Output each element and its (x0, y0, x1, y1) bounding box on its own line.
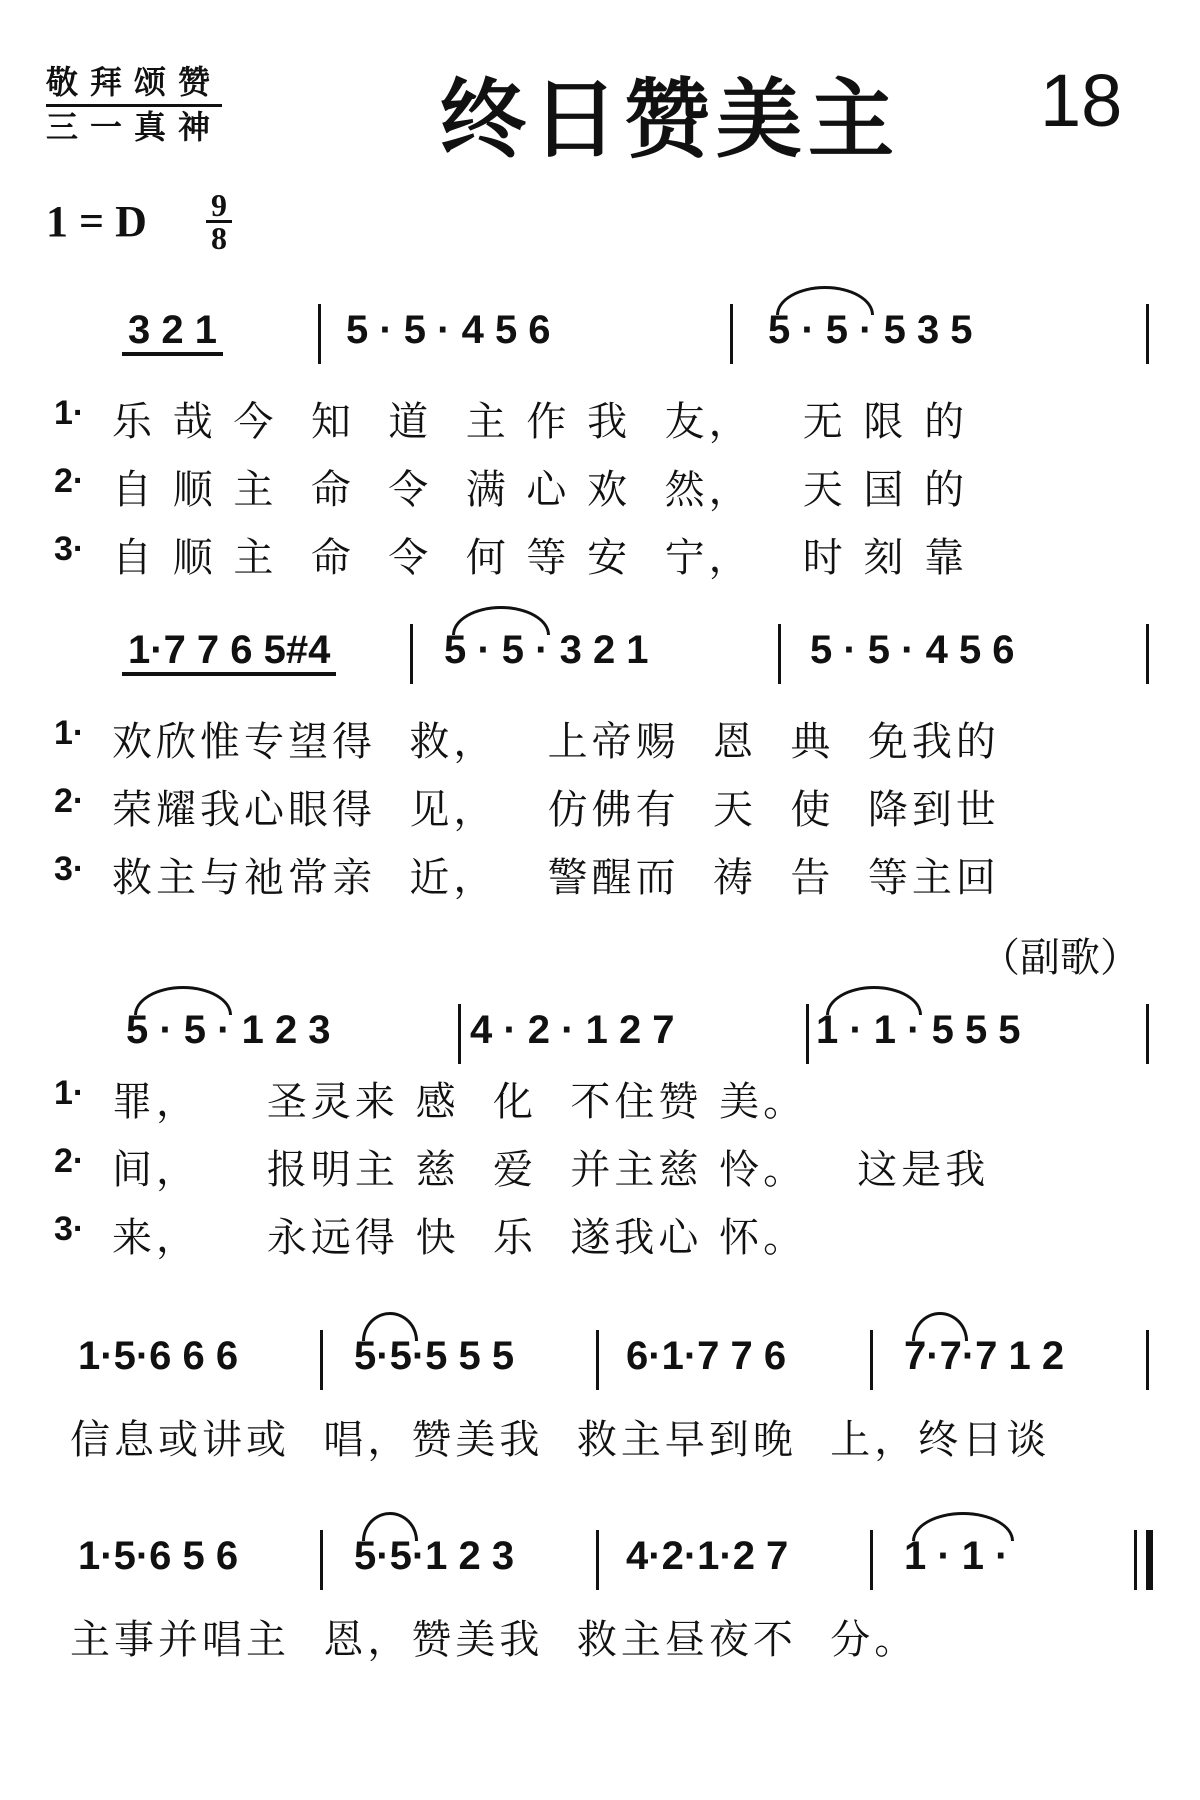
lyric-line (0, 1138, 1200, 1198)
verse-number: 3· (54, 1210, 85, 1248)
barline (1146, 1004, 1149, 1064)
hymn-title: 终日赞美主 (440, 70, 900, 170)
notes-row (0, 620, 1200, 690)
barline (778, 624, 781, 684)
measure-4-notes: 7·7·7 1 2 (904, 1334, 1065, 1378)
lyric-line (0, 458, 1200, 518)
measure-2-notes: 5·5·1 2 3 (354, 1534, 515, 1578)
barline (320, 1330, 323, 1390)
verse-number: 1· (54, 394, 85, 432)
lyric-line (0, 1408, 1200, 1468)
verse-number: 2· (54, 1142, 85, 1180)
lyric-line (0, 526, 1200, 586)
meter-bottom: 8 (211, 220, 227, 256)
notes-row (0, 300, 1200, 370)
barline (596, 1330, 599, 1390)
barline (1146, 304, 1149, 364)
lyric-text: 自 顺 主 命 令 何 等 安 宁， 时 刻 靠 (112, 535, 969, 581)
verse-number: 2· (54, 462, 85, 500)
lyric-text: 乐 哉 今 知 道 主 作 我 友， 无 限 的 (112, 399, 969, 445)
measure-1-notes: 3 2 1 (122, 308, 223, 356)
barline (318, 304, 321, 364)
lyric-text: 信息或讲或 唱，赞美我 救主早到晚 上，终日谈 (70, 1417, 1051, 1463)
verse-number: 1· (54, 714, 85, 752)
lyric-line (0, 778, 1200, 838)
barline (458, 1004, 461, 1064)
lyric-text: 来， 永远得 快 乐 遂我心 怀。 (112, 1215, 808, 1261)
verse-number: 3· (54, 530, 85, 568)
time-signature (206, 187, 232, 256)
collection-label (46, 62, 222, 147)
meter-top: 9 (206, 190, 232, 223)
barline (730, 304, 733, 364)
barline (806, 1004, 809, 1064)
measure-2-notes: 5·5·5 5 5 (354, 1334, 515, 1378)
barline (1146, 1330, 1149, 1390)
measure-3-notes: 6·1·7 7 6 (626, 1334, 787, 1378)
key-signature: 1 = D (46, 197, 147, 246)
barline (870, 1530, 873, 1590)
lyric-text: 间， 报明主 慈 爱 并主慈 怜。 这是我 (112, 1147, 990, 1193)
notes-row (0, 1326, 1200, 1396)
measure-1-notes: 1·5·6 5 6 (78, 1534, 239, 1578)
notes-row (0, 1526, 1200, 1596)
measure-3-notes: 5 · 5 · 5 3 5 (768, 308, 973, 352)
measure-2-notes: 5 · 5 · 3 2 1 (444, 628, 649, 672)
measure-1-notes: 1·5·6 6 6 (78, 1334, 239, 1378)
collection-label-line1: 敬拜颂赞 (46, 62, 222, 107)
lyric-line (0, 1206, 1200, 1266)
notes-row (0, 1000, 1200, 1070)
lyric-line (0, 1608, 1200, 1668)
measure-1-notes: 1·7 7 6 5#4 (122, 628, 336, 676)
lyric-line (0, 710, 1200, 770)
lyric-line (0, 390, 1200, 450)
barline (870, 1330, 873, 1390)
measure-3-notes: 4·2·1·2 7 (626, 1534, 789, 1578)
verse-number: 1· (54, 1074, 85, 1112)
lyric-line (0, 1070, 1200, 1130)
measure-1-notes: 5 · 5 · 1 2 3 (126, 1008, 331, 1052)
barline (320, 1530, 323, 1590)
lyric-text: 荣耀我心眼得 见， 仿佛有 天 使 降到世 (112, 787, 1000, 833)
lyric-text: 救主与祂常亲 近， 警醒而 祷 告 等主回 (112, 855, 1000, 901)
measure-2-notes: 4 · 2 · 1 2 7 (470, 1008, 675, 1052)
barline (596, 1530, 599, 1590)
lyric-text: 欢欣惟专望得 救， 上帝赐 恩 典 免我的 (112, 719, 1000, 765)
measure-2-notes: 5 · 5 · 4 5 6 (346, 308, 551, 352)
lyric-text: 罪， 圣灵来 感 化 不住赞 美。 (112, 1079, 808, 1125)
measure-3-notes: 5 · 5 · 4 5 6 (810, 628, 1015, 672)
hymn-number: 18 (1040, 59, 1123, 142)
measure-4-notes: 1 · 1 · (904, 1534, 1009, 1578)
verse-number: 3· (54, 850, 85, 888)
barline (410, 624, 413, 684)
collection-label-line2: 三一真神 (46, 108, 223, 146)
lyric-text: 主事并唱主 恩，赞美我 救主昼夜不 分。 (70, 1617, 919, 1663)
lyric-line (0, 846, 1200, 906)
barline (1146, 624, 1149, 684)
final-barline-thick (1146, 1530, 1153, 1590)
final-barline-thin (1134, 1530, 1137, 1590)
lyric-text: 自 顺 主 命 令 满 心 欢 然， 天 国 的 (112, 467, 969, 513)
verse-number: 2· (54, 782, 85, 820)
measure-3-notes: 1 · 1 · 5 5 5 (816, 1008, 1021, 1052)
chorus-label: （副歌） (980, 935, 1140, 981)
